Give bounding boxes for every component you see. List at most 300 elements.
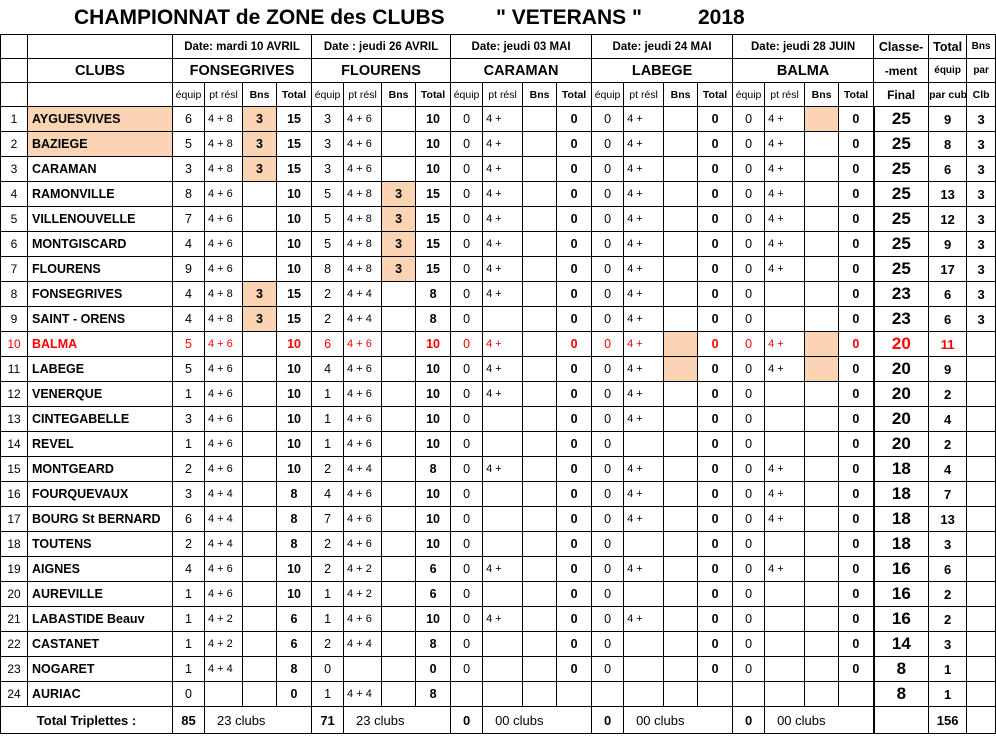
teams-count: 0 (451, 357, 483, 382)
teams-count: 4 (173, 232, 205, 257)
bonus (523, 207, 557, 232)
bonus (664, 557, 698, 582)
total-equip-header-2: équip (929, 59, 967, 83)
match-total: 0 (416, 657, 451, 682)
teams-count: 0 (592, 132, 624, 157)
match-total: 10 (416, 407, 451, 432)
match-total: 15 (416, 257, 451, 282)
bonus (805, 357, 839, 382)
bonus (382, 332, 416, 357)
date-5: Date: jeudi 28 JUIN (733, 35, 874, 59)
bns-par-header-2: par (967, 59, 996, 83)
total-teams: 2 (929, 382, 967, 407)
teams-count: 5 (312, 232, 344, 257)
teams-count: 0 (451, 557, 483, 582)
match-total: 0 (698, 257, 733, 282)
points-result: 4 + 4 (205, 657, 243, 682)
title-category: " VETERANS " (496, 6, 642, 29)
teams-count: 0 (733, 357, 765, 382)
match-total: 8 (416, 307, 451, 332)
points-result: 4 + 8 (205, 282, 243, 307)
points-result: 4 + (483, 232, 523, 257)
match-total: 0 (698, 407, 733, 432)
bonus (805, 307, 839, 332)
bonus-per-club (967, 507, 996, 532)
match-total: 0 (698, 557, 733, 582)
table-row (1, 482, 996, 507)
total-teams: 6 (929, 282, 967, 307)
match-total: 0 (557, 607, 592, 632)
match-total: 0 (557, 557, 592, 582)
equip-subheader: équip (312, 83, 344, 107)
total-teams: 2 (929, 607, 967, 632)
bonus (243, 432, 277, 457)
row-number: 14 (1, 432, 28, 457)
bonus (382, 382, 416, 407)
teams-count: 6 (173, 507, 205, 532)
club-name: VILLENOUVELLE (28, 207, 173, 232)
teams-count: 3 (312, 157, 344, 182)
table-row (1, 582, 996, 607)
table-row (1, 332, 996, 357)
match-total: 10 (416, 432, 451, 457)
teams-count: 0 (592, 207, 624, 232)
teams-count: 0 (451, 207, 483, 232)
final-ranking: 20 (874, 432, 929, 457)
teams-count: 4 (173, 282, 205, 307)
match-total: 0 (839, 457, 874, 482)
total-equip-header-3: par cub (929, 83, 967, 107)
bonus: 3 (243, 107, 277, 132)
bonus (382, 457, 416, 482)
final-ranking: 25 (874, 157, 929, 182)
teams-count: 3 (173, 407, 205, 432)
total-subheader: Total (416, 83, 451, 107)
teams-count: 0 (451, 432, 483, 457)
points-result: 4 + 6 (205, 357, 243, 382)
match-total: 0 (698, 482, 733, 507)
bonus (805, 132, 839, 157)
match-total: 0 (839, 207, 874, 232)
club-name: RAMONVILLE (28, 182, 173, 207)
row-number: 17 (1, 507, 28, 532)
points-result (624, 432, 664, 457)
clubs-subheader (28, 83, 173, 107)
teams-count: 1 (312, 582, 344, 607)
points-result: 4 + (624, 482, 664, 507)
points-result: 4 + 6 (205, 457, 243, 482)
venue-4: LABEGE (592, 59, 733, 83)
footer-empty-2 (967, 707, 996, 734)
match-total: 15 (416, 232, 451, 257)
match-total: 0 (698, 532, 733, 557)
points-result: 4 + (624, 607, 664, 632)
bonus-per-club (967, 382, 996, 407)
date-3: Date: jeudi 03 MAI (451, 35, 592, 59)
points-result: 4 + (483, 382, 523, 407)
row-number: 7 (1, 257, 28, 282)
bonus (523, 407, 557, 432)
bonus-per-club: 3 (967, 257, 996, 282)
points-result (624, 532, 664, 557)
total-equip-header-1: Total (929, 35, 967, 59)
points-result: 4 + 8 (344, 257, 382, 282)
bonus (243, 407, 277, 432)
bonus (523, 682, 557, 707)
row-number: 9 (1, 307, 28, 332)
teams-count: 3 (173, 157, 205, 182)
title-main: CHAMPIONNAT de ZONE des CLUBS (74, 6, 445, 29)
teams-count: 0 (592, 382, 624, 407)
total-teams: 2 (929, 432, 967, 457)
bonus (664, 407, 698, 432)
club-name: SAINT - ORENS (28, 307, 173, 332)
points-result (765, 632, 805, 657)
clubs-header-top (28, 35, 173, 59)
match-total: 8 (277, 532, 312, 557)
match-total: 0 (698, 207, 733, 232)
match-total: 8 (416, 632, 451, 657)
match-total: 0 (698, 282, 733, 307)
points-result: 4 + (624, 557, 664, 582)
club-name: TOUTENS (28, 532, 173, 557)
points-result (624, 632, 664, 657)
bonus-per-club (967, 332, 996, 357)
match-total: 6 (277, 632, 312, 657)
bonus (523, 107, 557, 132)
bonus (664, 607, 698, 632)
equip-subheader: équip (173, 83, 205, 107)
match-total: 0 (698, 607, 733, 632)
teams-count: 1 (173, 657, 205, 682)
match-total: 0 (698, 132, 733, 157)
date-2: Date : jeudi 26 AVRIL (312, 35, 451, 59)
bonus (243, 182, 277, 207)
points-result (765, 282, 805, 307)
bonus: 3 (382, 182, 416, 207)
match-total: 0 (557, 507, 592, 532)
match-total: 0 (839, 582, 874, 607)
totals-label: Total Triplettes : (1, 707, 173, 734)
footer-empty (874, 707, 929, 734)
bonus (382, 632, 416, 657)
bonus (664, 507, 698, 532)
teams-count: 0 (592, 157, 624, 182)
points-result: 4 + (624, 457, 664, 482)
match-total: 8 (277, 482, 312, 507)
clubs-header: CLUBS (28, 59, 173, 83)
club-name: FOURQUEVAUX (28, 482, 173, 507)
bns-par-header-3: Clb (967, 83, 996, 107)
bonus (382, 132, 416, 157)
teams-count: 0 (733, 257, 765, 282)
bonus (664, 282, 698, 307)
teams-count: 0 (733, 182, 765, 207)
points-result: 4 + 6 (205, 582, 243, 607)
points-result: 4 + 6 (205, 182, 243, 207)
points-result: 4 + (483, 282, 523, 307)
bonus (523, 657, 557, 682)
bns-subheader: Bns (664, 83, 698, 107)
bonus (664, 232, 698, 257)
bonus-per-club: 3 (967, 107, 996, 132)
final-ranking: 25 (874, 182, 929, 207)
points-result: 4 + (624, 382, 664, 407)
teams-count: 0 (451, 157, 483, 182)
club-name: NOGARET (28, 657, 173, 682)
total-teams: 13 (929, 507, 967, 532)
teams-count: 0 (733, 157, 765, 182)
final-ranking: 8 (874, 682, 929, 707)
match-total: 0 (557, 432, 592, 457)
total-teams: 3 (929, 532, 967, 557)
final-ranking: 20 (874, 382, 929, 407)
teams-count: 9 (173, 257, 205, 282)
teams-count: 1 (312, 682, 344, 707)
total-subheader: Total (839, 83, 874, 107)
teams-count: 0 (592, 632, 624, 657)
table-row (1, 507, 996, 532)
bonus (664, 182, 698, 207)
bonus (805, 332, 839, 357)
bonus (523, 557, 557, 582)
club-name: REVEL (28, 432, 173, 457)
final-ranking: 25 (874, 207, 929, 232)
row-number: 16 (1, 482, 28, 507)
table-row (1, 457, 996, 482)
classement-header-3: Final (874, 83, 929, 107)
match-total (698, 682, 733, 707)
total-teams: 3 (929, 632, 967, 657)
bonus (382, 107, 416, 132)
bonus (805, 582, 839, 607)
bonus (382, 657, 416, 682)
triplettes-total: 85 (173, 707, 205, 734)
match-total: 0 (557, 282, 592, 307)
bns-subheader: Bns (523, 83, 557, 107)
teams-count: 0 (451, 407, 483, 432)
match-total: 0 (698, 582, 733, 607)
bonus: 3 (243, 282, 277, 307)
bonus (805, 457, 839, 482)
final-ranking: 18 (874, 532, 929, 557)
teams-count: 0 (733, 432, 765, 457)
final-ranking: 25 (874, 132, 929, 157)
bonus-per-club: 3 (967, 232, 996, 257)
teams-count: 0 (451, 382, 483, 407)
pt-resl-subheader: pt résl (344, 83, 382, 107)
classement-header-1: Classe- (874, 35, 929, 59)
bonus (523, 482, 557, 507)
club-name: CARAMAN (28, 157, 173, 182)
teams-count: 8 (312, 257, 344, 282)
totals-row (1, 707, 996, 734)
final-ranking: 8 (874, 657, 929, 682)
points-result: 4 + (483, 332, 523, 357)
points-result: 4 + (765, 557, 805, 582)
points-result: 4 + (765, 157, 805, 182)
bonus (523, 332, 557, 357)
bonus (382, 482, 416, 507)
match-total: 10 (277, 257, 312, 282)
bonus (664, 432, 698, 457)
teams-count: 0 (733, 207, 765, 232)
final-ranking: 16 (874, 557, 929, 582)
bonus-per-club (967, 482, 996, 507)
match-total: 10 (277, 557, 312, 582)
points-result (483, 532, 523, 557)
bonus (805, 282, 839, 307)
points-result: 4 + (483, 457, 523, 482)
match-total: 6 (416, 557, 451, 582)
teams-count (592, 682, 624, 707)
bonus (523, 157, 557, 182)
bonus-per-club: 3 (967, 207, 996, 232)
row-number: 3 (1, 157, 28, 182)
pt-resl-subheader: pt résl (483, 83, 523, 107)
match-total: 15 (277, 282, 312, 307)
bonus (664, 682, 698, 707)
table-row (1, 357, 996, 382)
points-result: 4 + 8 (344, 207, 382, 232)
bonus (523, 432, 557, 457)
table-row (1, 107, 996, 132)
points-result (624, 682, 664, 707)
bonus (382, 407, 416, 432)
points-result: 4 + (624, 107, 664, 132)
match-total: 15 (416, 182, 451, 207)
total-teams: 1 (929, 657, 967, 682)
points-result: 4 + 6 (344, 382, 382, 407)
bonus (243, 557, 277, 582)
bonus (523, 182, 557, 207)
bonus (382, 607, 416, 632)
table-row (1, 282, 996, 307)
match-total: 8 (416, 282, 451, 307)
points-result: 4 + (624, 407, 664, 432)
match-total: 10 (277, 457, 312, 482)
teams-count (451, 682, 483, 707)
club-name: BAZIEGE (28, 132, 173, 157)
match-total: 0 (839, 182, 874, 207)
teams-count: 0 (173, 682, 205, 707)
total-teams: 9 (929, 107, 967, 132)
points-result (765, 532, 805, 557)
points-result: 4 + 6 (205, 382, 243, 407)
points-result: 4 + 6 (344, 482, 382, 507)
match-total: 0 (698, 332, 733, 357)
final-ranking: 23 (874, 307, 929, 332)
points-result: 4 + 4 (344, 632, 382, 657)
teams-count (733, 682, 765, 707)
points-result: 4 + 6 (344, 432, 382, 457)
match-total: 10 (277, 182, 312, 207)
venue-3: CARAMAN (451, 59, 592, 83)
bonus (243, 382, 277, 407)
points-result: 4 + (624, 332, 664, 357)
match-total: 8 (277, 657, 312, 682)
club-name: AUREVILLE (28, 582, 173, 607)
grand-total: 156 (929, 707, 967, 734)
club-name: FLOURENS (28, 257, 173, 282)
teams-count: 0 (451, 607, 483, 632)
match-total: 0 (839, 157, 874, 182)
bns-par-header-1: Bns (967, 35, 996, 59)
match-total: 0 (839, 307, 874, 332)
teams-count: 0 (592, 232, 624, 257)
points-result: 4 + 6 (344, 607, 382, 632)
bonus (805, 382, 839, 407)
bonus (664, 307, 698, 332)
match-total: 0 (698, 157, 733, 182)
teams-count: 1 (312, 432, 344, 457)
table-row (1, 132, 996, 157)
match-total: 0 (698, 507, 733, 532)
bonus (243, 457, 277, 482)
bonus (664, 457, 698, 482)
points-result: 4 + (483, 182, 523, 207)
teams-count: 0 (592, 257, 624, 282)
points-result: 4 + 4 (205, 482, 243, 507)
match-total: 0 (557, 157, 592, 182)
venue-5: BALMA (733, 59, 874, 83)
points-result: 4 + 2 (344, 582, 382, 607)
points-result (765, 432, 805, 457)
date-4: Date: jeudi 24 MAI (592, 35, 733, 59)
date-1: Date: mardi 10 AVRIL (173, 35, 312, 59)
teams-count: 4 (312, 357, 344, 382)
match-total: 0 (277, 682, 312, 707)
bonus-per-club: 3 (967, 182, 996, 207)
points-result: 4 + 8 (205, 132, 243, 157)
points-result: 4 + (624, 132, 664, 157)
classement-header-2: -ment (874, 59, 929, 83)
bonus (805, 182, 839, 207)
bonus (805, 532, 839, 557)
match-total: 0 (839, 357, 874, 382)
points-result: 4 + (624, 507, 664, 532)
bonus (243, 607, 277, 632)
match-total: 10 (416, 107, 451, 132)
teams-count: 0 (451, 332, 483, 357)
points-result: 4 + (765, 507, 805, 532)
match-total: 0 (557, 307, 592, 332)
match-total: 0 (839, 557, 874, 582)
teams-count: 0 (733, 607, 765, 632)
points-result: 4 + 6 (205, 557, 243, 582)
bonus (805, 107, 839, 132)
points-result: 4 + 4 (344, 457, 382, 482)
points-result: 4 + 8 (205, 307, 243, 332)
points-result (765, 582, 805, 607)
total-teams: 1 (929, 682, 967, 707)
bonus (243, 207, 277, 232)
teams-count: 0 (312, 657, 344, 682)
clubs-count: 00 clubs (624, 707, 733, 734)
points-result (483, 632, 523, 657)
bonus (523, 507, 557, 532)
match-total: 10 (277, 582, 312, 607)
bonus (523, 607, 557, 632)
match-total: 10 (416, 132, 451, 157)
final-ranking: 25 (874, 107, 929, 132)
bonus (243, 657, 277, 682)
teams-count: 6 (312, 332, 344, 357)
bonus: 3 (382, 207, 416, 232)
points-result (765, 657, 805, 682)
points-result (483, 482, 523, 507)
teams-count: 1 (173, 432, 205, 457)
